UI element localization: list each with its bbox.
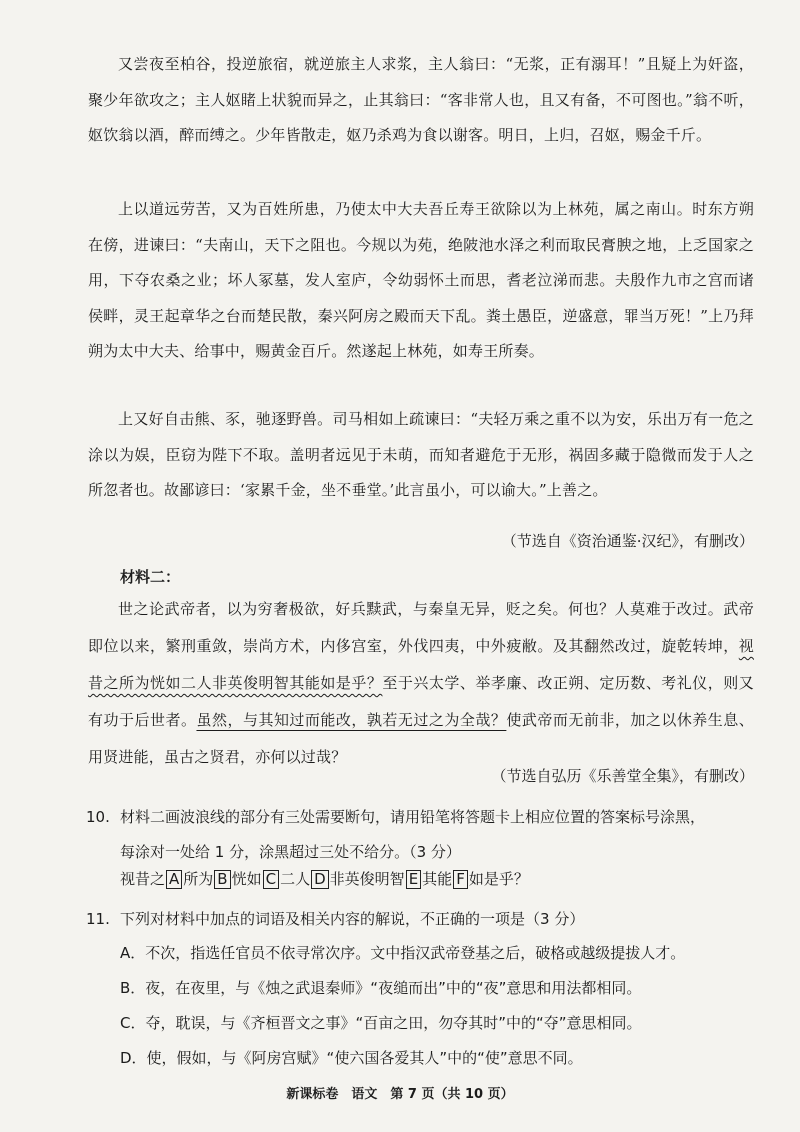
answer-marker-b[interactable]: B xyxy=(214,870,230,889)
question-11-number: 11. xyxy=(86,910,110,928)
option-d[interactable]: D．使，假如，与《阿房宫赋》“使六国各爱其人”中的“使”意思不同。 xyxy=(120,1049,583,1067)
passage-paragraph-2: 上以道远劳苦，又为百姓所患，乃使太中大夫吾丘寿王欲除以为上林苑，属之南山。时东方朔在傍，进谏曰：“夫南山，天下之阻也。今规以为苑，绝陂池水泽之利而取民膏腴之地，上乏国家之用，下夺农桑之业；坏人冢墓，发人室庐，令幼弱怀土而思，耆老泣涕而悲。夫殷作九市之宫而诸侯畔，灵王起章华之台而楚民散，秦兴阿房之殿而天下乱。粪土愚臣，逆盛意，罪当万死！”上乃拜朔为太中大夫、给事中，赐黄金百斤。然遂起上林苑，如寿王所奏。 xyxy=(88,200,754,360)
answer-marker-c[interactable]: C xyxy=(263,870,279,889)
wavy-underlined-sentence: 视昔之所为恍如二人非英俊明智其能如是乎？ xyxy=(88,637,754,692)
option-a[interactable]: A．不次，指选任官员不依寻常次序。文中指汉武帝登基之后，破格或越级提拔人才。 xyxy=(120,944,686,962)
answer-marker-f[interactable]: F xyxy=(453,870,468,889)
source-citation-1: （节选自《资治通鉴·汉纪》，有删改） xyxy=(501,532,754,550)
question-10 xyxy=(86,800,762,870)
page-footer: 新课标卷 语文 第 7 页（共 10 页） xyxy=(286,1087,514,1102)
source-citation-2: （节选自弘历《乐善堂全集》，有删改） xyxy=(491,767,754,785)
question-11-text: 下列对材料中加点的词语及相关内容的解说，不正确的一项是（3 分） xyxy=(120,910,585,928)
question-10-number: 10. xyxy=(86,808,110,826)
material-two-paragraph: 世之论武帝者，以为穷奢极欲，好兵黩武，与秦皇无异，贬之矣。何也？人莫难于改过。武帝即位以来，繁刑重敛，崇尚方术，内侈宫室，外伐四夷，中外疲敝。及其翻然改过，旋乾转坤，视昔之所为恍如二人非英俊明智其能如是乎？至于兴太学、举孝廉、改正朔、定历数、考礼仪，则又有功于后世者。虽然，与其知过而能改，孰若无过之为全哉？使武帝而无前非，加之以休养生息、用贤进能，虽古之贤君，亦何以过哉？ xyxy=(88,600,754,766)
underlined-sentence: 虽然，与其知过而能改，孰若无过之为全哉？ xyxy=(196,711,507,729)
question-10-scoring: 每涂对一处给 1 分，涂黑超过三处不给分。（3 分） xyxy=(120,843,461,861)
answer-marker-e[interactable]: E xyxy=(406,870,421,889)
passage-paragraph-3: 上又好自击熊、豕，驰逐野兽。司马相如上疏谏曰：“夫轻万乘之重不以为安，乐出万有一危之涂以为娱，臣窃为陛下不取。盖明者远见于未萌，而知者避危于无形，祸固多藏于隐微而发于人之所忽者也。故鄙谚曰：‘家累千金，坐不垂堂。’此言虽小，可以谕大。”上善之。 xyxy=(88,410,754,499)
answer-marker-a[interactable]: A xyxy=(166,870,182,889)
question-10-text: 材料二画波浪线的部分有三处需要断句，请用铅笔将答题卡上相应位置的答案标号涂黑， xyxy=(120,808,706,826)
option-c[interactable]: C．夺，耽误，与《齐桓晋文之事》“百亩之田，勿夺其时”中的“夺”意思相同。 xyxy=(120,1014,642,1032)
material-two-heading: 材料二： xyxy=(120,568,181,586)
segmentation-line: 视昔之 A 所为 B 恍如 C 二人 D 非英俊明智 E 其能 F 如是乎？ xyxy=(120,870,529,888)
option-b[interactable]: B．夜，在夜里，与《烛之武退秦师》“夜缒而出”中的“夜”意思和用法都相同。 xyxy=(120,979,642,997)
answer-marker-d[interactable]: D xyxy=(311,870,329,889)
passage-paragraph-1: 又尝夜至柏谷，投逆旅宿，就逆旅主人求浆，主人翁曰：“无浆，正有溺耳！”且疑上为奸盗，聚少年欲攻之；主人妪睹上状貌而异之，止其翁曰：“客非常人也，且又有备，不可图也。”翁不听，妪饮翁以酒，醉而缚之。少年皆散走，妪乃杀鸡为食以谢客。明日，上归，召妪，赐金千斤。 xyxy=(88,55,754,144)
question-11 xyxy=(86,902,762,937)
